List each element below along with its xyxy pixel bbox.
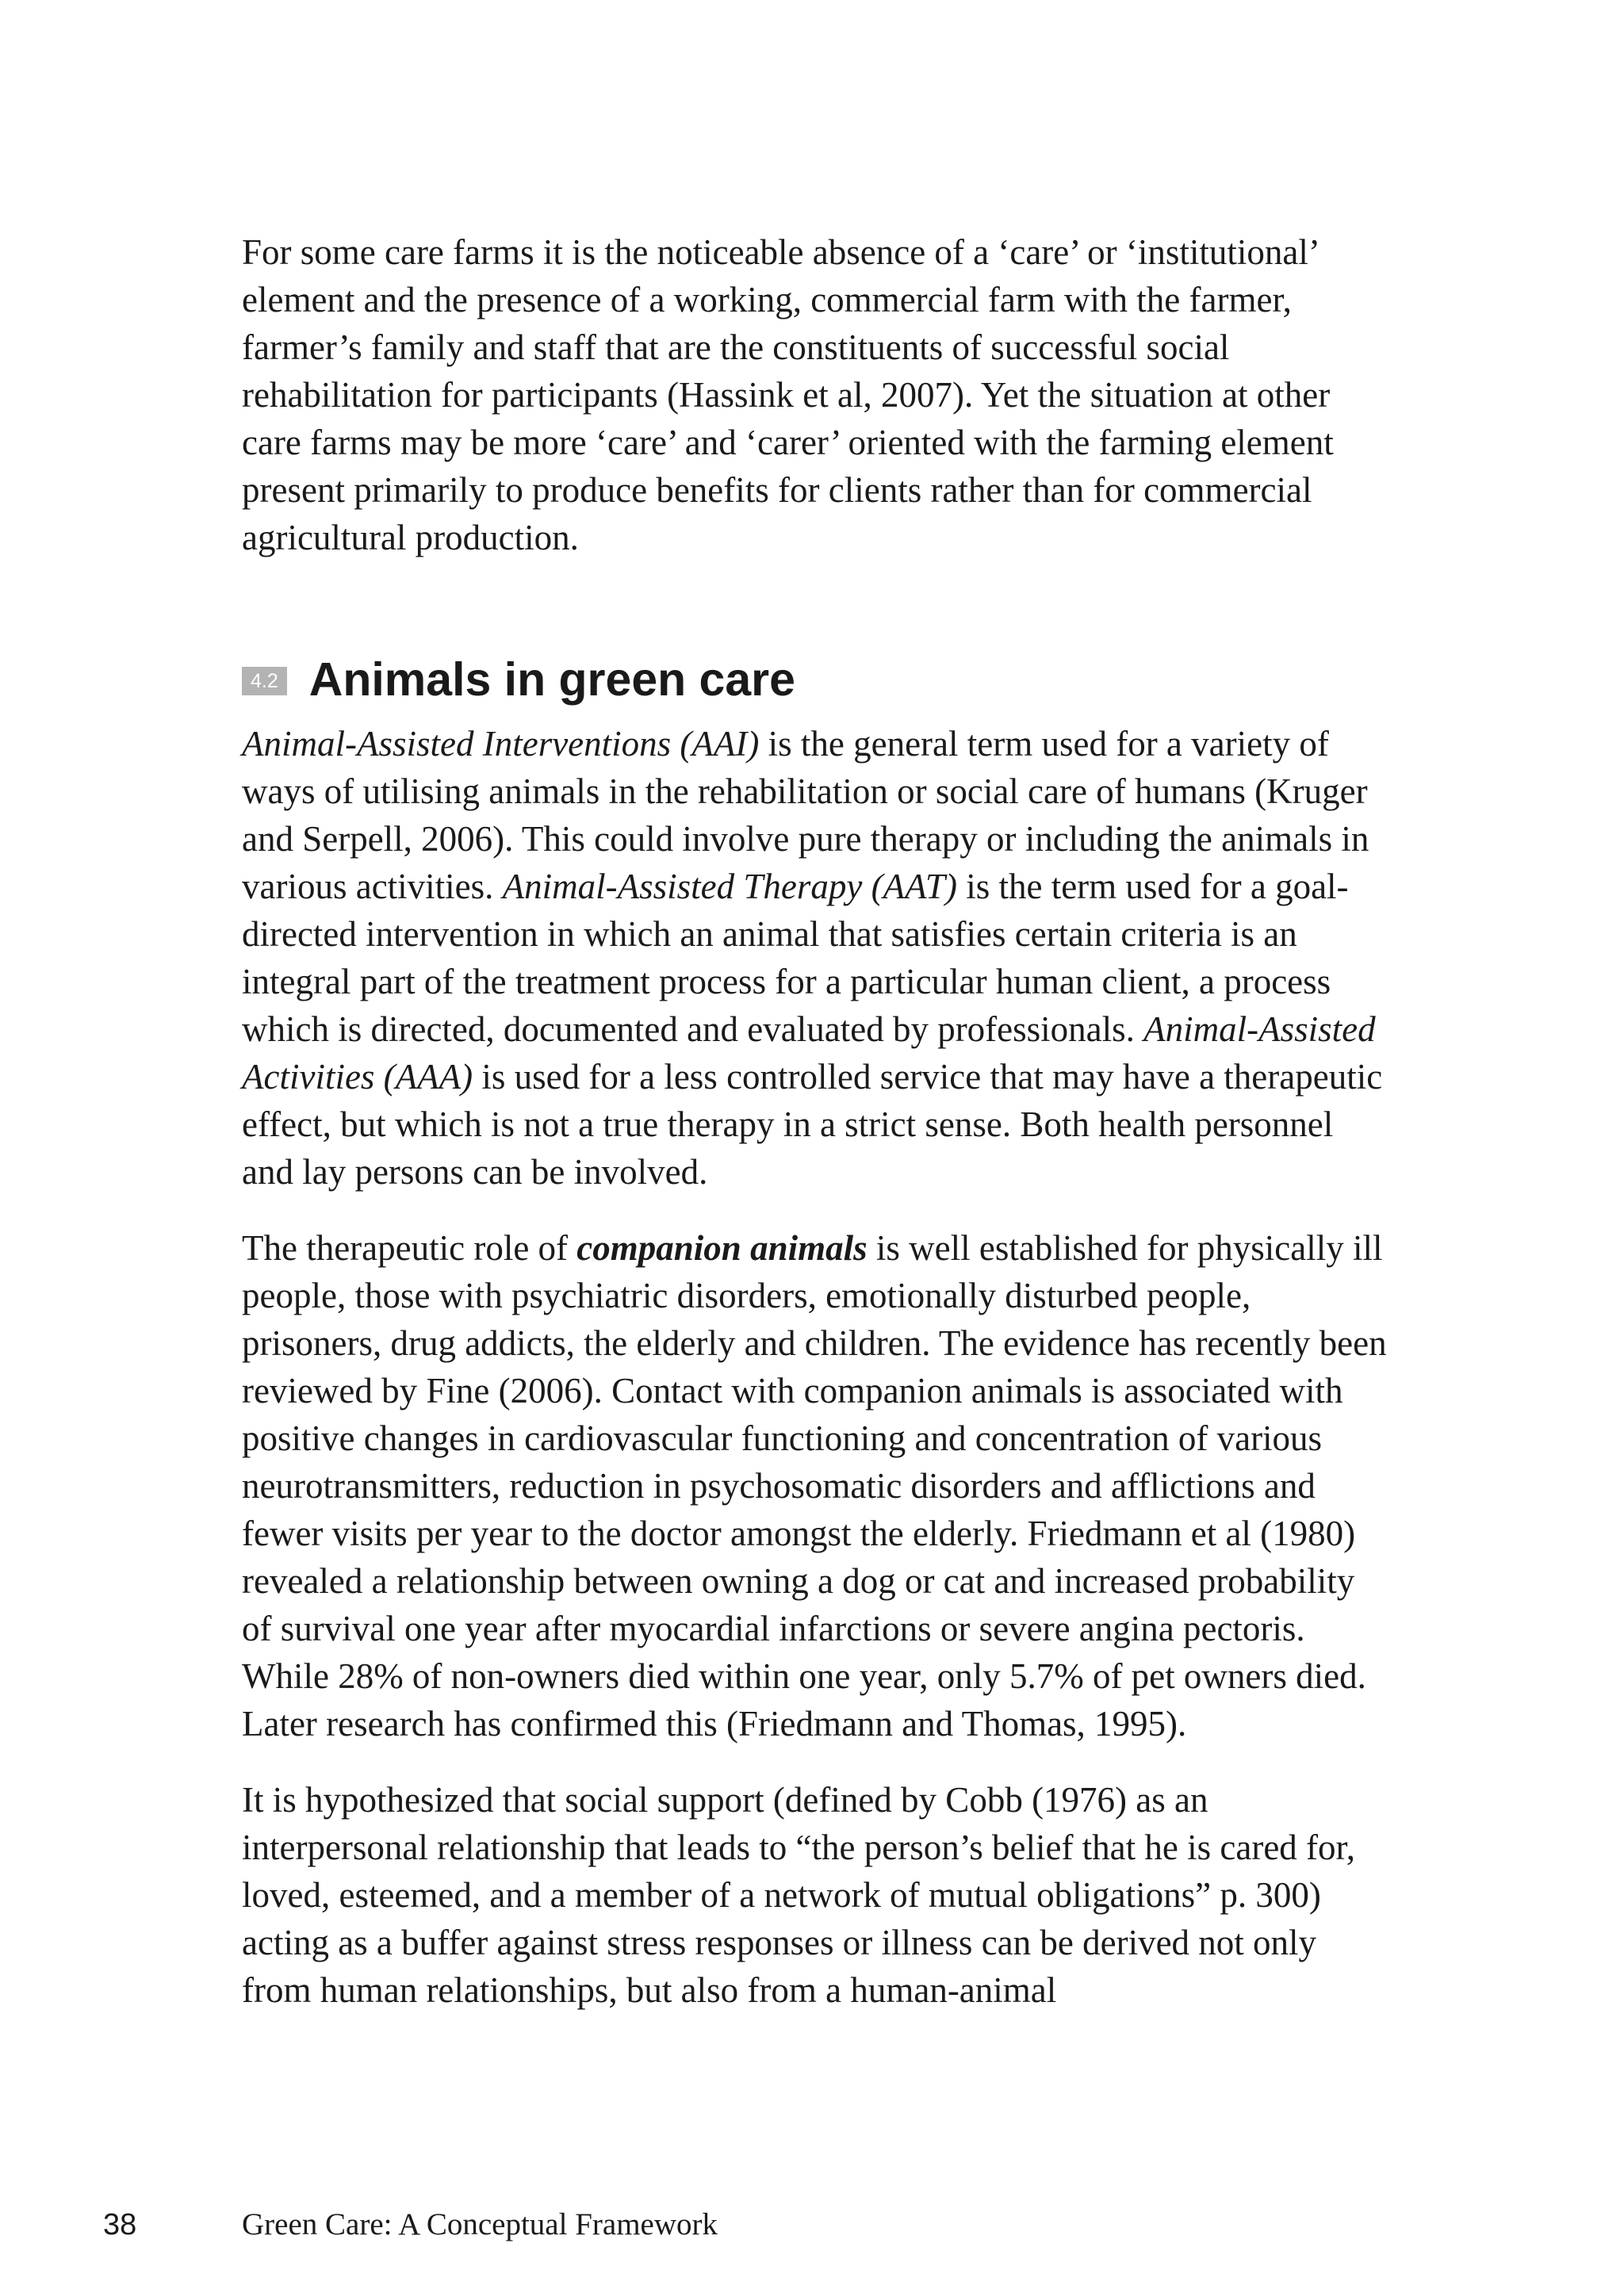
running-title: Green Care: A Conceptual Framework: [242, 2207, 718, 2241]
paragraph-text: is used for a less controlled service that may have a therapeutic effect, but which is not a true therapy in a strict sense. Both health personnel and lay persons can be involved.: [242, 1057, 1383, 1192]
term-aaa: Animal-Assisted Activities (AAA): [242, 1009, 1376, 1097]
paragraph-text: The therapeutic role of: [242, 1228, 577, 1268]
paragraph-text: is well established for physically ill people, those with psychiatric disorders, emotionally disturbed people, prisoners, drug addicts, the elderly and children. The evidence has recently been reviewed by Fine (2006). Contact with companion animals is associated with positive changes in cardiovascular functioning and concentration of various neurotransmitters, reduction in psychosomatic disorders and afflictions and fewer visits per year to the doctor amongst the elderly. Friedmann et al (1980) revealed a relationship between owning a dog or cat and increased probability of survival one year after myocardial infarctions or severe angina pectoris. While 28% of non-owners died within one year, only 5.7% of pet owners died. Later research has confirmed this (Friedmann and Thomas, 1995).: [242, 1228, 1387, 1744]
paragraph-companion-animals: [242, 1224, 1392, 1748]
section-heading: [242, 652, 1392, 707]
paragraph-care-farms: For some care farms it is the noticeable absence of a ‘care’ or ‘institutional’ element and the presence of a working, commercial farm with the farmer, farmer’s family and staff that are the constituents of successful social rehabilitation for participants (Hassink et al, 2007). Yet the situation at other care farms may be more ‘care’ and ‘carer’ oriented with the farming element present primarily to produce benefits for clients rather than for commercial agricultural production.: [242, 232, 1334, 557]
page-number: 38: [103, 2208, 137, 2241]
paragraph-text: is the general term used for a variety of ways of utilising animals in the rehabilitation or social care of humans (Kruger and Serpell, 2006). This could involve pure therapy or including the animals in various activities.: [242, 724, 1369, 906]
section-number-badge: 4.2: [242, 667, 287, 695]
page-body: [242, 228, 1392, 2014]
page-footer: [0, 2203, 1624, 2250]
paragraph-animal-assisted: [242, 720, 1392, 1196]
paragraph-text: is the term used for a goal-directed intervention in which an animal that satisfies certain criteria is an integral part of the treatment process for a particular human client, a process which is directed, documented and evaluated by professionals.: [242, 867, 1349, 1049]
term-aai: Animal-Assisted Interventions (AAI): [242, 724, 760, 764]
paragraph-social-support: It is hypothesized that social support (defined by Cobb (1976) as an interpersonal relationship that leads to “the person’s belief that he is cared for, loved, esteemed, and a member of a network of mutual obligations” p. 300) acting as a buffer against stress responses or illness can be derived not only from human relationships, but also from a human-animal: [242, 1780, 1355, 2010]
section-title: Animals in green care: [308, 653, 795, 706]
term-companion-animals: companion animals: [576, 1228, 868, 1268]
term-aat: Animal-Assisted Therapy (AAT): [502, 867, 957, 906]
